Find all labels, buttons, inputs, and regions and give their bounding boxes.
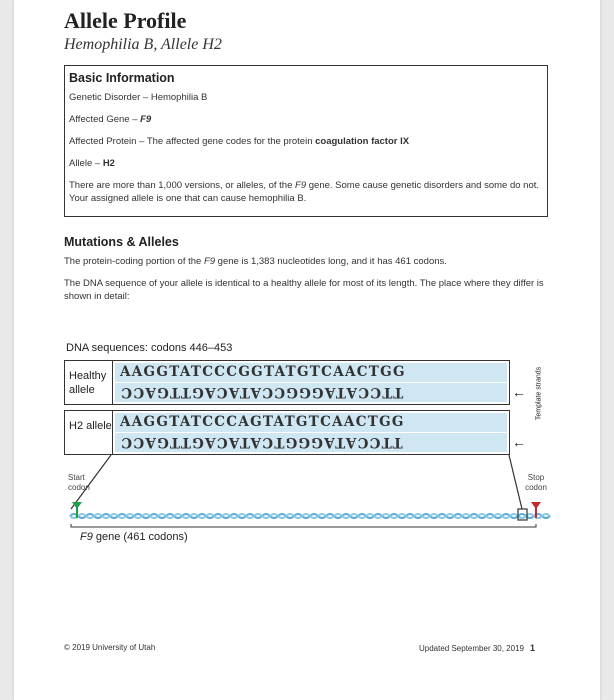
gene-bracket — [71, 524, 536, 527]
p1-gene: F9 — [203, 256, 216, 267]
template-strands-label — [531, 360, 545, 436]
healthy-coding-sequence: AAGGTATCCCGGTATGTCAACTGG — [120, 364, 406, 380]
page-number: 1 — [529, 643, 535, 653]
affected-protein-line — [69, 135, 543, 148]
page — [14, 0, 600, 700]
gene-label — [80, 531, 188, 543]
healthy-coding-strand — [115, 363, 507, 382]
template-strands-text: Template strands — [535, 366, 543, 421]
allele-line — [69, 157, 543, 170]
basic-information-box — [64, 65, 548, 217]
h2-allele-sequence-box — [64, 410, 510, 455]
stop-codon-text: Stop codon — [525, 473, 547, 492]
genetic-disorder-line: Genetic Disorder – Hemophilia B — [69, 92, 208, 103]
stop-codon-label — [521, 473, 551, 493]
gene-suffix: gene (461 codons) — [92, 531, 188, 543]
page-title: Allele Profile — [64, 8, 187, 33]
affected-gene-line — [69, 113, 543, 126]
healthy-template-sequence: TTCCATAGGGCCATACAGTTGACC — [120, 384, 404, 400]
dna-wave-bottom — [70, 514, 550, 518]
versions-paragraph — [69, 179, 543, 205]
h2-coding-sequence: AAGGTATCCCAGTATGTCAACTGG — [120, 414, 405, 430]
mutations-paragraph-1 — [64, 255, 544, 268]
healthy-allele-label: Healthy allele — [65, 361, 113, 404]
affected-gene-value: F9 — [140, 114, 152, 125]
versions-text-1: There are more than 1,000 versions, or alleles, of the — [69, 180, 296, 191]
basic-information-heading: Basic Information — [69, 71, 175, 85]
mutations-heading: Mutations & Alleles — [64, 235, 179, 249]
h2-template-arrow-icon: ← — [512, 434, 526, 450]
versions-gene: F9 — [295, 180, 307, 191]
stop-codon-marker-icon — [531, 502, 541, 509]
allele-value: H2 — [102, 158, 115, 169]
h2-coding-strand — [115, 413, 507, 432]
footer-updated-text: Updated September 30, 2019 — [419, 644, 524, 653]
p1-text-a: The protein-coding portion of the — [64, 256, 204, 267]
affected-gene-prefix: Affected Gene – — [69, 114, 141, 125]
healthy-allele-sequence-box — [64, 360, 510, 405]
h2-template-sequence: TTCCATAGGGTCATACAGTTGACC — [120, 434, 403, 450]
p1-text-b: gene is 1,383 nucleotides long, and it has 461 codons. — [215, 256, 447, 267]
versions-text-2: gene. Some cause genetic disorders and some do not. Your assigned allele is one that can cause hemophilia B. — [69, 180, 540, 204]
footer-copyright: © 2019 University of Utah — [64, 643, 156, 652]
h2-allele-label: H2 allele — [65, 411, 113, 454]
page-subtitle: Hemophilia B, Allele H2 — [64, 36, 222, 53]
start-codon-text: Start codon — [68, 473, 90, 492]
affected-protein-value: coagulation factor IX — [315, 136, 410, 147]
footer-updated — [419, 643, 535, 653]
healthy-template-arrow-icon: ← — [512, 384, 526, 400]
start-codon-label — [68, 473, 98, 493]
gene-diagram — [14, 450, 600, 530]
gene-name: F9 — [80, 531, 93, 543]
mutations-paragraph-2: The DNA sequence of your allele is identical to a healthy allele for most of its length. The place where they differ is shown in detail: — [64, 278, 544, 302]
affected-protein-prefix: Affected Protein – The affected gene codes for the protein — [69, 136, 316, 147]
allele-prefix: Allele – — [69, 158, 103, 169]
healthy-template-strand — [115, 383, 507, 402]
dna-sequences-title: DNA sequences: codons 446–453 — [66, 342, 233, 354]
